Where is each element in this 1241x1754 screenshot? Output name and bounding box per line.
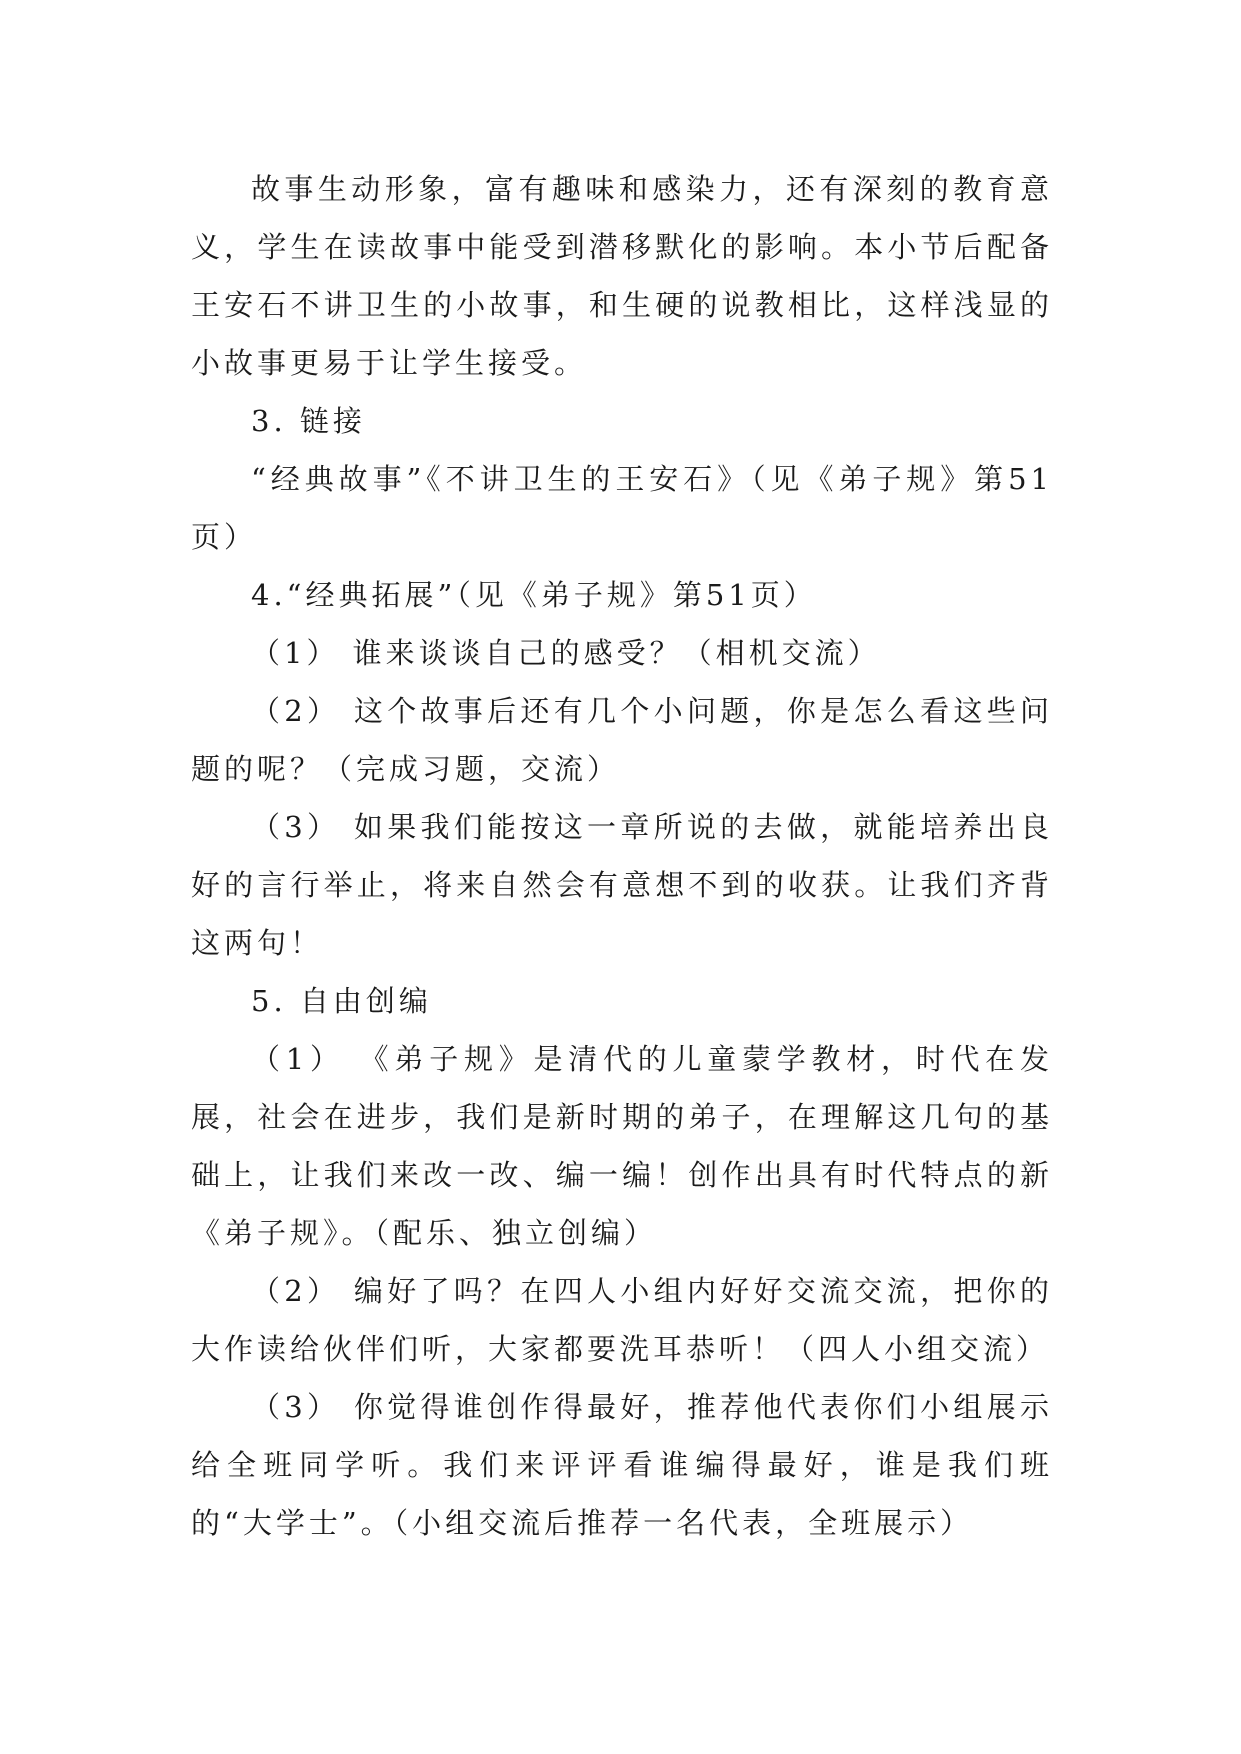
- paragraph-classic-story: “经典故事”《不讲卫生的王安石》（见《弟子规》第51页）: [191, 462, 1053, 554]
- heading-free-creation: 5. 自由创编: [251, 984, 432, 1018]
- creation-item-3: （3） 你觉得谁创作得最好，推荐他代表你们小组展示给全班同学听。我们来评评看谁编得最好，谁是我们班的“大学士”。（小组交流后推荐一名代表，全班展示）: [191, 1390, 1053, 1540]
- heading-classic-extension: 4.“经典拓展”（见《弟子规》第51页）: [251, 578, 817, 612]
- creation-item-2: （2） 编好了吗？在四人小组内好好交流交流，把你的大作读给伙伴们听，大家都要洗耳恭听！（四人小组交流）: [191, 1274, 1053, 1366]
- list-item-1: （1） 谁来谈谈自己的感受？（相机交流）: [251, 636, 881, 670]
- list-item-2: （2） 这个故事后还有几个小问题，你是怎么看这些问题的呢？（完成习题，交流）: [191, 694, 1053, 786]
- paragraph-story-significance: 故事生动形象，富有趣味和感染力，还有深刻的教育意义，学生在读故事中能受到潜移默化的影响。本小节后配备王安石不讲卫生的小故事，和生硬的说教相比，这样浅显的小故事更易于让学生接受。: [191, 172, 1053, 380]
- creation-item-1: （1） 《弟子规》是清代的儿童蒙学教材，时代在发展，社会在进步，我们是新时期的弟子，在理解这几句的基础上，让我们来改一改、编一编！创作出具有时代特点的新《弟子规》。（配乐、独立创编）: [191, 1042, 1053, 1250]
- heading-link: 3. 链接: [251, 404, 366, 438]
- document-body: [191, 160, 1053, 1552]
- list-item-3: （3） 如果我们能按这一章所说的去做，就能培养出良好的言行举止，将来自然会有意想不到的收获。让我们齐背这两句！: [191, 810, 1053, 960]
